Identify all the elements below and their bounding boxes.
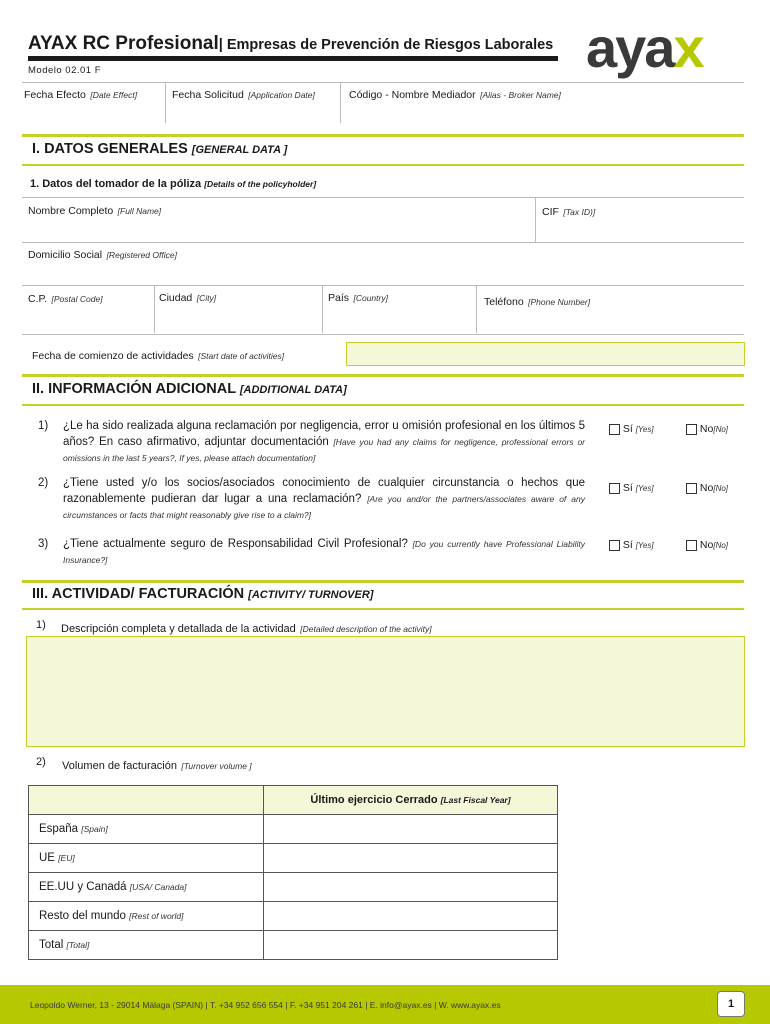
- turnover-label: Volumen de facturación [Turnover volume ]: [62, 760, 252, 772]
- turnover-table: [28, 785, 558, 960]
- section1-bottom-rule: [22, 164, 744, 166]
- ayax-logo: ayax: [586, 16, 703, 79]
- cif-label: CIF: [542, 206, 559, 218]
- checkbox-icon: [609, 424, 620, 435]
- fecha-efecto-field[interactable]: [24, 85, 162, 121]
- full-name-field[interactable]: [28, 201, 528, 239]
- question-3-number: 3): [38, 538, 49, 550]
- table-header-row: [29, 786, 558, 815]
- row-label-eu: UE [EU]: [29, 844, 264, 873]
- table-row: [29, 873, 558, 902]
- postal-code-field[interactable]: [28, 289, 148, 331]
- checkbox-icon: [686, 424, 697, 435]
- turnover-number: 2): [36, 756, 46, 768]
- checkbox-icon: [609, 540, 620, 551]
- row-label-total: Total [Total]: [29, 931, 264, 960]
- form-title: [28, 33, 553, 55]
- city-label: Ciudad: [159, 292, 193, 304]
- city-field[interactable]: [154, 286, 322, 333]
- form-title-main: AYAX RC Profesional: [28, 33, 219, 54]
- section2-title: II. INFORMACIÓN ADICIONAL [ADDITIONAL DATA]: [32, 381, 347, 397]
- section3-bottom-rule: [22, 608, 744, 610]
- question-1-number: 1): [38, 420, 49, 432]
- cif-field[interactable]: [535, 198, 744, 242]
- turnover-input-spain[interactable]: [264, 815, 558, 844]
- activity-description-textarea[interactable]: [26, 636, 745, 747]
- start-date-label-en: [Start date of activities]: [198, 351, 285, 361]
- turnover-input-usa-canada[interactable]: [264, 873, 558, 902]
- question-1-yes[interactable]: Sí [Yes]: [609, 423, 654, 435]
- activity-description-label: Descripción completa y detallada de la actividad [Detailed description of the activity]: [61, 623, 432, 635]
- question-1-no[interactable]: No[No]: [686, 423, 728, 435]
- phone-field[interactable]: [476, 286, 744, 333]
- turnover-input-eu[interactable]: [264, 844, 558, 873]
- question-2-number: 2): [38, 477, 49, 489]
- fecha-efecto-label-en: [Date Effect]: [90, 90, 138, 100]
- question-1: ¿Le ha sido realizada alguna reclamación por negligencia, error u omisión profesional en los últimos 5 años? En caso afirmativo, adjuntar documentación [Have you had any claims for negligence, professional errors or omissions in the last 5 years?, If yes, please attach documentation]: [63, 420, 586, 463]
- full-name-label: Nombre Completo: [28, 205, 114, 217]
- fecha-efecto-label: Fecha Efecto: [24, 89, 86, 101]
- phone-label: Teléfono: [484, 296, 524, 308]
- row-label-spain: España [Spain]: [29, 815, 264, 844]
- table-header-last-fiscal-year: Último ejercicio Cerrado [Last Fiscal Year]: [264, 786, 558, 815]
- row-divider-1: [22, 242, 744, 243]
- mediador-label-en: [Alias - Broker Name]: [480, 90, 561, 100]
- section2-top-rule: [22, 374, 744, 377]
- turnover-input-rest-of-world[interactable]: [264, 902, 558, 931]
- section1-title: I. DATOS GENERALES [GENERAL DATA ]: [32, 141, 288, 157]
- full-name-label-en: [Full Name]: [117, 206, 162, 216]
- question-2-no[interactable]: No[No]: [686, 482, 728, 494]
- policyholder-subtitle: 1. Datos del tomador de la póliza [Details of the policyholder]: [30, 178, 317, 190]
- registered-office-field[interactable]: [28, 245, 738, 283]
- country-field[interactable]: [322, 286, 476, 333]
- section1-top-rule: [22, 134, 744, 137]
- section3-title: III. ACTIVIDAD/ FACTURACIÓN [ACTIVITY/ TURNOVER]: [32, 586, 374, 602]
- question-2: ¿Tiene usted y/o los socios/asociados conocimiento de cualquier circunstancia o hechos que razonablemente pudieran dar lugar a una reclamación? [Are you and/or the partners/associates aware of any circumstances or facts that might reasonably give rise to a claim?]: [63, 477, 585, 520]
- start-date-label-group: [32, 346, 284, 364]
- question-3-yes[interactable]: Sí [Yes]: [609, 539, 654, 551]
- postal-code-label: C.P.: [28, 293, 48, 305]
- country-label-en: [Country]: [353, 293, 388, 303]
- country-label: País: [328, 292, 350, 304]
- form-title-subtitle: | Empresas de Prevención de Riesgos Laborales: [218, 37, 554, 53]
- checkbox-icon: [609, 483, 620, 494]
- registered-office-label: Domicilio Social: [28, 249, 103, 261]
- question-3: ¿Tiene actualmente seguro de Responsabilidad Civil Profesional? [Do you currently have Professional Liability Insurance?]: [63, 538, 585, 565]
- checkbox-icon: [686, 540, 697, 551]
- cif-label-en: [Tax ID)]: [563, 207, 596, 217]
- fecha-solicitud-label: Fecha Solicitud: [172, 89, 244, 101]
- turnover-input-total[interactable]: [264, 931, 558, 960]
- table-header-empty: [29, 786, 264, 815]
- row-label-usa-canada: EE.UU y Canadá [USA/ Canada]: [29, 873, 264, 902]
- table-row: [29, 931, 558, 960]
- city-label-en: [City]: [196, 293, 217, 303]
- footer-contact: Leopoldo Werner, 13 - 29014 Málaga (SPAIN) | T. +34 952 656 554 | F. +34 951 204 261 | E. info@ayax.es | W. www.ayax.es: [30, 1000, 501, 1010]
- question-2-yes[interactable]: Sí [Yes]: [609, 482, 654, 494]
- title-underline: [28, 56, 558, 61]
- start-date-input[interactable]: [346, 342, 745, 366]
- section2-bottom-rule: [22, 404, 744, 406]
- phone-label-en: [Phone Number]: [528, 297, 591, 307]
- checkbox-icon: [686, 483, 697, 494]
- section3-top-rule: [22, 580, 744, 583]
- mediador-field[interactable]: [340, 83, 744, 123]
- table-row: [29, 844, 558, 873]
- postal-code-label-en: [Postal Code]: [51, 294, 103, 304]
- table-row: [29, 902, 558, 931]
- fecha-solicitud-label-en: [Application Date]: [248, 90, 315, 100]
- activity-description-number: 1): [36, 619, 46, 631]
- table-row: [29, 815, 558, 844]
- row-label-rest-of-world: Resto del mundo [Rest of world]: [29, 902, 264, 931]
- model-number: Modelo 02.01 F: [28, 65, 102, 76]
- registered-office-label-en: [Registered Office]: [106, 250, 177, 260]
- start-date-label: Fecha de comienzo de actividades: [32, 350, 194, 362]
- question-3-no[interactable]: No[No]: [686, 539, 728, 551]
- page-number: 1: [717, 991, 745, 1017]
- mediador-label: Código - Nombre Mediador: [349, 89, 476, 101]
- fecha-solicitud-field[interactable]: [165, 83, 335, 123]
